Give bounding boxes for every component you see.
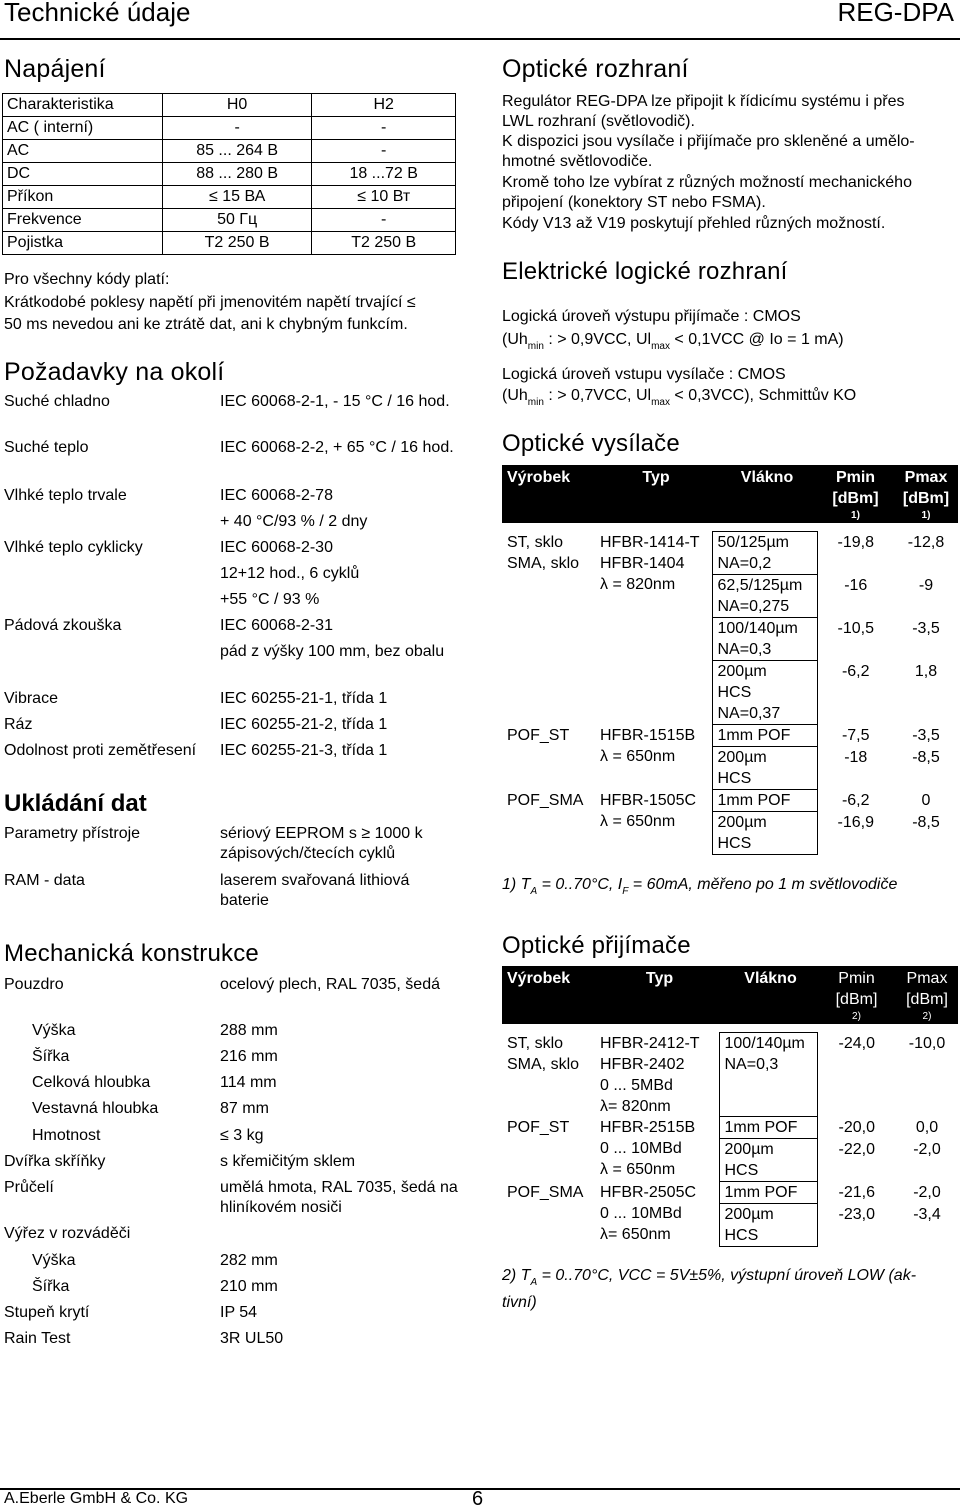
paragraph-line: hmotné světlovodiče. <box>502 153 653 170</box>
transmitters-footnote: 1) $T_A = 0..70^\circ C$, $I_F = 60mA$, měřeno po 1 m světlovodiče <box>502 876 898 897</box>
spec-label: Suché chladno <box>4 393 110 410</box>
section-title-vysilace: Optické vysílače <box>502 430 680 457</box>
col-header: Pmax [dBm] 1) <box>889 465 958 523</box>
table-cell: AC <box>3 140 163 163</box>
power-note-line: 50 ms nevedou ani ke ztrátě dat, ani k chybným funkcím. <box>4 316 408 333</box>
table-cell: H2 <box>312 94 456 117</box>
spec-value: +55 °C / 93 % <box>220 591 320 608</box>
spec-label: Výřez v rozváděči <box>4 1225 131 1242</box>
spec-value: umělá hmota, RAL 7035, šedá na hliníkovém nosiči <box>220 1179 458 1216</box>
table-cell: 85 ... 264 В <box>162 140 312 163</box>
table-cell: ≤ 10 Вт <box>312 186 456 209</box>
spec-value: IEC 60255-21-1, třída 1 <box>220 690 388 707</box>
spec-value: 210 mm <box>220 1278 278 1295</box>
output-level-label: Logická úroveň výstupu přijímače : CMOS <box>502 308 801 325</box>
table-cell: Pojistka <box>3 232 163 255</box>
spec-value: IEC 60068-2-78 <box>220 487 333 504</box>
footer-company: A.Eberle GmbH & Co. KG <box>4 1490 189 1507</box>
spec-label: Suché teplo <box>4 439 89 456</box>
table-cell: T2 250 В <box>312 232 456 255</box>
paragraph-line: Regulátor REG-DPA lze připojit k řídicímu systému i přes <box>502 93 905 110</box>
section-title-napajeni: Napájení <box>4 55 106 83</box>
table-cell: - <box>312 140 456 163</box>
spec-value: IP 54 <box>220 1304 258 1321</box>
power-note-heading: Pro všechny kódy platí: <box>4 271 170 288</box>
paragraph-line: K dispozici jsou vysílače i přijímače pro skleněné a umělo- <box>502 133 915 150</box>
spec-value: ocelový plech, RAL 7035, šedá <box>220 976 440 993</box>
input-level-values: ($Uh_{min}$ : > 0,7VCC, $Ul_{max} < 0,3VCC$), Schmittův KO <box>502 387 857 408</box>
spec-value: s křemičitým sklem <box>220 1153 356 1170</box>
spec-label: Vlhké teplo trvale <box>4 487 127 504</box>
spec-label: Šířka <box>32 1048 70 1065</box>
receivers-footnote: 2) $T_A = 0..70^\circ C$, VCC = 5V±5%, výstupní úroveň LOW (ak- tivní) <box>502 1267 917 1311</box>
table-cell: ≤ 15 ВА <box>162 186 312 209</box>
spec-value: IEC 60068-2-31 <box>220 617 333 634</box>
power-note-line: Krátkodobé poklesy napětí při jmenovitém napětí trvající ≤ <box>4 294 416 311</box>
spec-label: Celková hloubka <box>32 1074 151 1091</box>
table-row: ST, sklo SMA, sklo HFBR-1414-T HFBR-1404 λ = 820nm 50/125µm NA=0,2 -19,8 -12,8 <box>507 533 945 593</box>
table-row <box>3 232 456 255</box>
table-cell: H0 <box>162 94 312 117</box>
table-cell: - <box>312 209 456 232</box>
table-row <box>3 117 456 140</box>
section-title-opticke-rozhrani: Optické rozhraní <box>502 55 689 83</box>
section-title-prijimace: Optické přijímače <box>502 932 691 959</box>
table-row: 62,5/125µm NA=0,275 -16 -9 <box>502 575 958 618</box>
spec-value: ≤ 3 kg <box>220 1127 264 1144</box>
spec-label: Průčelí <box>4 1179 54 1196</box>
spec-label: Hmotnost <box>32 1127 101 1144</box>
paragraph-line: Kódy V13 až V19 poskytují přehled různých možností. <box>502 215 886 232</box>
spec-value: 87 mm <box>220 1100 269 1117</box>
spec-value: 12+12 hod., 6 cyklů <box>220 565 360 582</box>
header-product: REG-DPA <box>837 0 954 27</box>
section-title-elektricke: Elektrické logické rozhraní <box>502 258 788 285</box>
page-number: 6 <box>472 1488 484 1510</box>
table-row: 200µm HCS NA=0,37 -6,2 1,8 <box>502 661 958 725</box>
table-cell: 18 ...72 В <box>312 163 456 186</box>
spec-label: Výška <box>32 1252 76 1269</box>
table-row <box>3 163 456 186</box>
table-row: 200µm HCS -23,0 -3,4 <box>502 1204 958 1247</box>
table-row: POF_ST HFBR-1515B λ = 650nm 1mm POF -7,5 -3,5 <box>507 726 940 765</box>
table-row: 100/140µm NA=0,3 -10,5 -3,5 <box>502 618 958 661</box>
table-cell: AC ( interní) <box>3 117 163 140</box>
table-row <box>3 209 456 232</box>
table-cell: - <box>312 117 456 140</box>
spec-value: IEC 60255-21-2, třída 1 <box>220 716 388 733</box>
spec-value: IEC 60068-2-2, + 65 °C / 16 hod. <box>220 439 454 456</box>
spec-label: Vlhké teplo cyklicky <box>4 539 143 556</box>
input-level-label: Logická úroveň vstupu vysílače : CMOS <box>502 366 786 383</box>
spec-value: pád z výšky 100 mm, bez obalu <box>220 643 445 660</box>
table-cell: T2 250 В <box>162 232 312 255</box>
table-row: POF_ST HFBR-2515B 0 ... 10MBd λ = 650nm 1mm POF -20,0 0,0 <box>507 1118 939 1178</box>
table-row: 200µm HCS -18 -8,5 <box>502 747 958 790</box>
header-title: Technické údaje <box>4 0 191 27</box>
table-cell: Frekvence <box>3 209 163 232</box>
section-title-okoli: Požadavky na okolí <box>4 358 225 386</box>
table-cell: Charakteristika <box>3 94 163 117</box>
table-row <box>3 186 456 209</box>
paragraph-line: LWL rozhraní (světlovodič). <box>502 113 695 130</box>
output-level-values: ($Uh_{min}$ : > 0,9VCC, $Ul_{max} < 0,1VCC$ @ Io = 1 mA) <box>502 331 844 352</box>
col-header: Typ <box>595 465 712 523</box>
paragraph-line: Kromě toho lze vybírat z různých možností mechanického <box>502 174 912 191</box>
spec-label: Parametry přístroje <box>4 825 141 842</box>
spec-label: Odolnost proti zemětřesení <box>4 742 197 759</box>
table-row: 200µm HCS -22,0 -2,0 <box>502 1139 958 1182</box>
table-row: 200µm HCS -16,9 -8,5 <box>502 812 958 855</box>
spec-label: RAM - data <box>4 872 85 889</box>
table-row: POF_SMA HFBR-2505C 0 ... 10MBd λ= 650nm 1mm POF -21,6 -2,0 <box>507 1183 941 1243</box>
table-row <box>3 140 456 163</box>
col-header: Výrobek <box>502 465 595 523</box>
transmitters-table <box>502 465 958 855</box>
section-title-mechanika: Mechanická konstrukce <box>4 940 259 967</box>
spec-label: Vibrace <box>4 690 58 707</box>
table-row: POF_SMA HFBR-1505C λ = 650nm 1mm POF -6,2 0 <box>507 791 931 830</box>
spec-label: Výška <box>32 1022 76 1039</box>
spec-value: 282 mm <box>220 1252 278 1269</box>
spec-value: 216 mm <box>220 1048 278 1065</box>
table-cell: - <box>162 117 312 140</box>
table-row: ST, sklo SMA, sklo HFBR-2412-T HFBR-2402 0 ... 5MBd λ= 820nm 100/140µm NA=0,3 -24,0 -10,0 <box>507 1034 946 1115</box>
spec-value: laserem svařovaná lithiová baterie <box>220 872 410 909</box>
table-row <box>3 94 456 117</box>
spec-value: 288 mm <box>220 1022 278 1039</box>
spec-value: IEC 60255-21-3, třída 1 <box>220 742 388 759</box>
spec-value: IEC 60068-2-1, - 15 °C / 16 hod. <box>220 393 450 410</box>
spec-label: Ráz <box>4 716 33 733</box>
spec-value: sériový EEPROM s ≥ 1000 k zápisových/čtecích cyklů <box>220 825 423 862</box>
spec-value: IEC 60068-2-30 <box>220 539 333 556</box>
spec-label: Stupeň krytí <box>4 1304 90 1321</box>
receivers-table: Výrobek Typ Vlákno Pmin [dBm] 2) Pmax [dBm] 2) ST, sklo SMA, sklo HFBR-2412-T HFBR-2402 0 ... 5MBd λ= 820nm 100/140µm NA=0,3 -24,0 -10,0 POF_ST HFBR-2515B 0 ... 10MBd λ = 650nm 1mm POF -20,0 0,0 200µm HCS -22,0 -2,0 POF_SMA HFBR-2505C 0 ... 10MBd λ= 650nm 1mm POF -21,6 -2,0 200µm HCS -23,0 -3,4 <box>502 966 958 1247</box>
table-cell: 88 ... 280 В <box>162 163 312 186</box>
header-divider <box>0 38 960 40</box>
spec-label: Rain Test <box>4 1330 71 1347</box>
table-cell: 50 Гц <box>162 209 312 232</box>
power-table <box>2 93 456 255</box>
spec-label: Dvířka skříňky <box>4 1153 106 1170</box>
spec-value: 114 mm <box>220 1074 277 1091</box>
spec-value: + 40 °C/93 % / 2 dny <box>220 513 368 530</box>
col-header: Pmin [dBm] 1) <box>817 465 889 523</box>
spec-label: Pouzdro <box>4 976 64 993</box>
table-cell: Příkon <box>3 186 163 209</box>
spec-label: Vestavná hloubka <box>32 1100 159 1117</box>
spec-label: Šířka <box>32 1278 70 1295</box>
section-title-ukladani: Ukládání dat <box>4 790 147 817</box>
spec-value: 3R UL50 <box>220 1330 284 1347</box>
col-header: Vlákno <box>712 465 817 523</box>
spec-label: Pádová zkouška <box>4 617 122 634</box>
paragraph-line: připojení (konektory ST nebo FSMA). <box>502 194 766 211</box>
table-cell: DC <box>3 163 163 186</box>
